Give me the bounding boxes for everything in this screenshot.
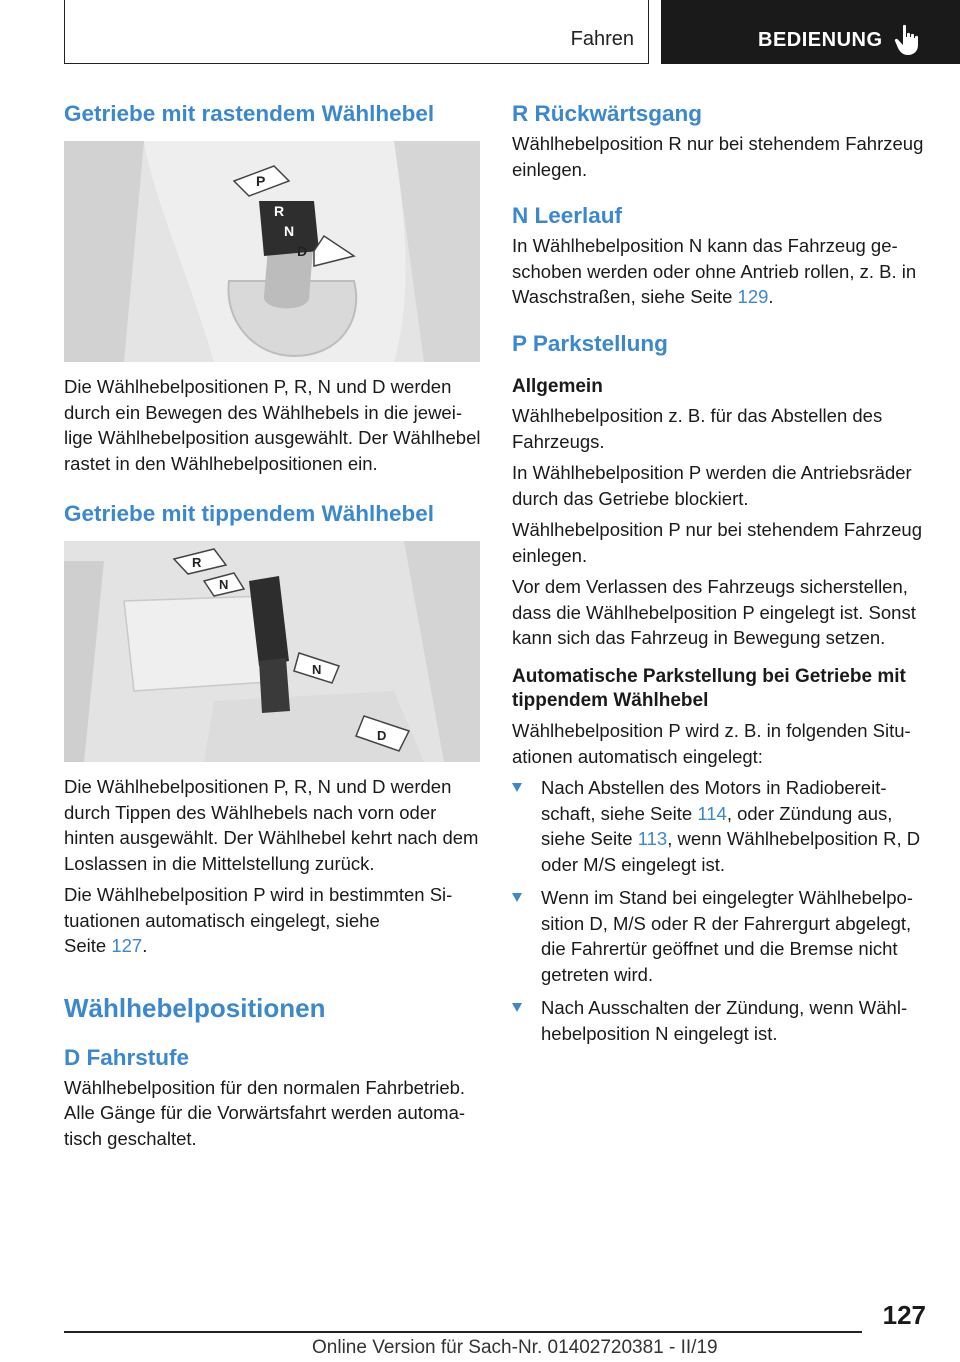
- heading-allgemein: Allgemein: [512, 375, 603, 397]
- n-paragraph: [512, 233, 932, 310]
- page-link-113[interactable]: 113: [637, 828, 668, 850]
- b1-a: Nach Abstellen des Motors in Radiobereitschaft, siehe Seite: [541, 777, 887, 824]
- label-n: N: [284, 223, 295, 239]
- label-r: R: [192, 555, 202, 570]
- page-header: [0, 0, 960, 66]
- figure-rastender-waehlhebel: [64, 141, 480, 362]
- caption-rastend: Die Wählhebelpositionen P, R, N und D werden durch ein Bewegen des Wählhebels in die jeweilige Wählhebelposition ausgewählt. Der Wählhebel rastet in den Wählhebelpositionen ein.: [64, 376, 481, 474]
- label-n-upper: N: [219, 577, 229, 592]
- b2: Wenn im Stand bei eingelegter Wählhebelposition D, M/S oder R der Fahrergurt abgelegt, die Fahrertür geöffnet und die Bremse nicht getreten wird.: [541, 887, 913, 985]
- heading-automatische-parkstellung: Automatische Parkstellung bei Getriebe mit tippendem Wählhebel: [512, 665, 906, 712]
- shifter-illustration-2: [64, 541, 480, 762]
- p3: Wählhebelposition P nur bei stehendem Fahrzeug einlegen.: [512, 519, 922, 566]
- list-item: [512, 885, 932, 987]
- section-title: Fahren: [570, 28, 634, 50]
- heading-d-fahrstufe: D Fahrstufe: [64, 1044, 190, 1070]
- triangle-bullet-icon: [512, 1003, 522, 1012]
- p1: Wählhebelposition z. B. für das Abstellen des Fahrzeugs.: [512, 405, 883, 452]
- label-d: D: [297, 243, 308, 259]
- left-column: [64, 100, 482, 1157]
- label-n-lower: N: [312, 662, 322, 677]
- auto-intro: Wählhebelposition P wird z. B. in folgenden Situationen automatisch eingelegt:: [512, 720, 911, 767]
- list-item: [512, 775, 932, 877]
- page-link-129[interactable]: 129: [737, 286, 769, 307]
- heading-r-rueckwaertsgang: R Rückwärtsgang: [512, 101, 703, 126]
- list-item: [512, 995, 932, 1046]
- caption-tippend: Die Wählhebelpositionen P, R, N und D werden durch Tippen des Wählhebels nach vorn oder hinten ausgewählt. Der Wählhebel kehrt nach dem Loslassen in die Mittelstellung zurück.: [64, 776, 479, 874]
- pointing-hand-icon: [894, 24, 920, 56]
- b1-c: , wenn Wählhebelposition R, D oder M/S eingelegt ist.: [541, 828, 921, 875]
- heading-waehlhebelpositionen: Wählhebelpositionen: [64, 992, 326, 1023]
- right-column: [512, 100, 932, 1054]
- page-link-127[interactable]: 127: [111, 935, 143, 956]
- footer-divider: [64, 1331, 862, 1333]
- chapter-tab: [661, 0, 960, 64]
- p4: Vor dem Verlassen des Fahrzeugs sicherstellen, dass die Wählhebelposition P eingelegt ist. Sonst kann sich das Fahrzeug in Bewegung setzen.: [512, 576, 916, 649]
- heading-getriebe-rastend: Getriebe mit rastendem Wählhebel: [64, 101, 435, 126]
- online-version: Online Version für Sach-Nr. 01402720381 - II/19: [312, 1337, 718, 1358]
- label-d: D: [377, 728, 387, 743]
- heading-n-leerlauf: N Leerlauf: [512, 203, 623, 228]
- p2: In Wählhebelposition P werden die Antriebsräder durch das Getriebe blockiert.: [512, 462, 912, 509]
- heading-p-parkstellung: P Parkstellung: [512, 330, 668, 356]
- auto-p-text: Die Wählhebelposition P wird in bestimmten Situationen automatisch eingelegt, siehe: [64, 884, 453, 931]
- section-tab: [64, 0, 649, 64]
- label-p: P: [256, 173, 266, 189]
- triangle-bullet-icon: [512, 783, 522, 792]
- page-number: 127: [882, 1300, 926, 1330]
- n-end: .: [768, 286, 774, 307]
- auto-p-end: .: [142, 935, 148, 956]
- auto-p-paragraph: [64, 882, 482, 959]
- n-text: In Wählhebelposition N kann das Fahrzeug geschoben werden oder ohne Antrieb rollen, z. B. in Waschstraßen, siehe Seite: [512, 235, 917, 307]
- figure-tippender-waehlhebel: [64, 541, 480, 762]
- shifter-illustration-1: [64, 141, 480, 362]
- auto-p-list: [512, 775, 932, 1046]
- b1-b: , oder Zündung aus, siehe Seite: [541, 802, 893, 850]
- d-text: Wählhebelposition für den normalen Fahrbetrieb. Alle Gänge für die Vorwärtsfahrt werden automatisch geschaltet.: [64, 1076, 466, 1149]
- heading-getriebe-tippend: Getriebe mit tippendem Wählhebel: [64, 501, 435, 526]
- r-text: Wählhebelposition R nur bei stehendem Fahrzeug einlegen.: [512, 133, 924, 180]
- b3: Nach Ausschalten der Zündung, wenn Wählhebelposition N eingelegt ist.: [541, 997, 908, 1044]
- chapter-title: BEDIENUNG: [758, 29, 883, 51]
- label-r: R: [274, 203, 285, 219]
- page-link-114[interactable]: 114: [697, 802, 727, 824]
- auto-p-seite: Seite: [64, 935, 107, 956]
- triangle-bullet-icon: [512, 893, 522, 902]
